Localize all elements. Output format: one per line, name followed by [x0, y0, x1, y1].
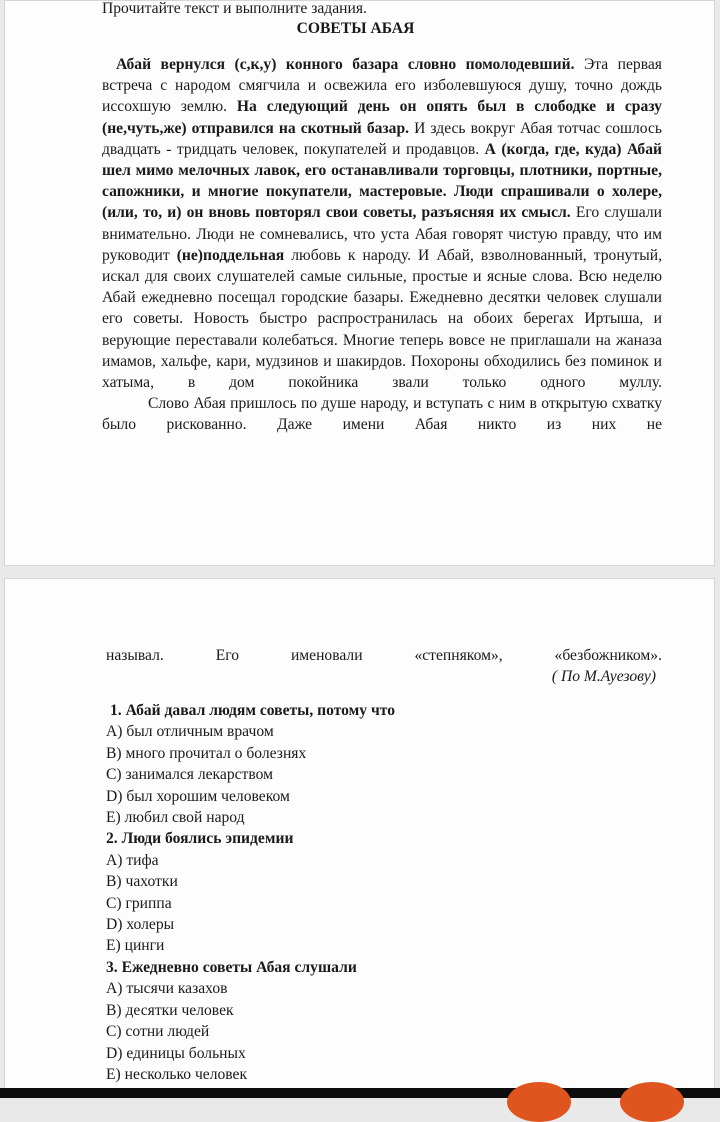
- text-run: Его слушали внимательно. Люди не сомневались, что уста Абая говорят чистую правду, что им руководит: [102, 204, 662, 264]
- bottom-bar: [0, 1088, 720, 1098]
- answer-option: B) чахотки: [106, 873, 178, 891]
- paragraph-2: Слово Абая пришлось по душе народу, и вступать с ним в открытую схватку было рискованно. Даже имени Абая никто из них не: [102, 395, 662, 434]
- bold-text-run: На следующий день он опять был в слободке и сразу (не,чуть,же) отправился на скотный базар.: [102, 98, 662, 137]
- answer-option: A) тысячи казахов: [106, 980, 228, 998]
- text-run: И здесь вокруг Абая тотчас сошлось двадцать - тридцать человек, покупателей и продавцов.: [102, 119, 662, 158]
- main-text: [102, 54, 662, 436]
- answer-option: A) тифа: [106, 851, 159, 869]
- text-run: любовь к народу. И Абай, взволнованный, тронутый, искал для своих слушателей самые сильные, простые и ясные слова. Всю неделю Абай ежедневно посещал городские базары. Ежедневно десятки человек слушали его советы. Новость быстро распространилась на обоих берегах Иртыша, и верующие переставали колебаться. Многие теперь вовсе не приглашали на жаназа имамов, хальфе, кари, мудзинов и шакирдов. Похороны обходились без поминок и хатыма, в дом покойника звали только одного муллу.: [102, 246, 662, 392]
- answer-option: D) единицы больных: [106, 1044, 246, 1062]
- answer-option: E) любил свой народ: [106, 809, 245, 827]
- answer-option: B) много прочитал о болезнях: [106, 744, 307, 762]
- answer-option: E) цинги: [106, 937, 165, 955]
- orange-circle-button[interactable]: [620, 1082, 684, 1122]
- question-2: 2. Люди боялись эпидемии: [106, 830, 294, 848]
- question-1: 1. Абай давал людям советы, потому что: [110, 702, 396, 719]
- instruction-text: Прочитайте текст и выполните задания.: [102, 0, 367, 17]
- bold-text-run: Абай вернулся (с,к,у) конного базара словно помолодевший.: [116, 56, 575, 73]
- answer-option: D) был хорошим человеком: [106, 787, 290, 805]
- answer-option: C) занимался лекарством: [106, 766, 273, 784]
- bold-text-run: (не)поддельная: [176, 246, 285, 264]
- questions-list: [106, 700, 666, 1085]
- orange-circle-button[interactable]: [507, 1082, 571, 1122]
- text-run: Эта первая встреча с народом смягчила и освежила его изболевшуюся душу, точно дождь иссохшую землю.: [102, 56, 662, 116]
- answer-option: D) холеры: [106, 916, 175, 934]
- text-title: СОВЕТЫ АБАЯ: [296, 20, 415, 37]
- paragraph-continuation: называл. Его именовали «степняком», «безбожником».: [106, 647, 662, 664]
- answer-option: E) несколько человек: [106, 1065, 248, 1083]
- answer-option: C) сотни людей: [106, 1023, 210, 1041]
- answer-option: C) гриппа: [106, 894, 172, 912]
- text-source: ( По М.Ауезову): [551, 668, 656, 685]
- bold-text-run: А (когда, где, куда) Абай шел мимо мелочных лавок, его останавливали торговцы, плотники, портные, сапожники, и многие покупатели, мастеровые. Люди спрашивали о холере, (или, то, и) он вновь повторял свои советы, разъясняя их смысл.: [102, 140, 662, 222]
- question-3: 3. Ежедневно советы Абая слушали: [106, 958, 357, 976]
- answer-option: B) десятки человек: [106, 1001, 234, 1019]
- answer-option: A) был отличным врачом: [106, 723, 274, 741]
- paragraph-1: [102, 54, 662, 393]
